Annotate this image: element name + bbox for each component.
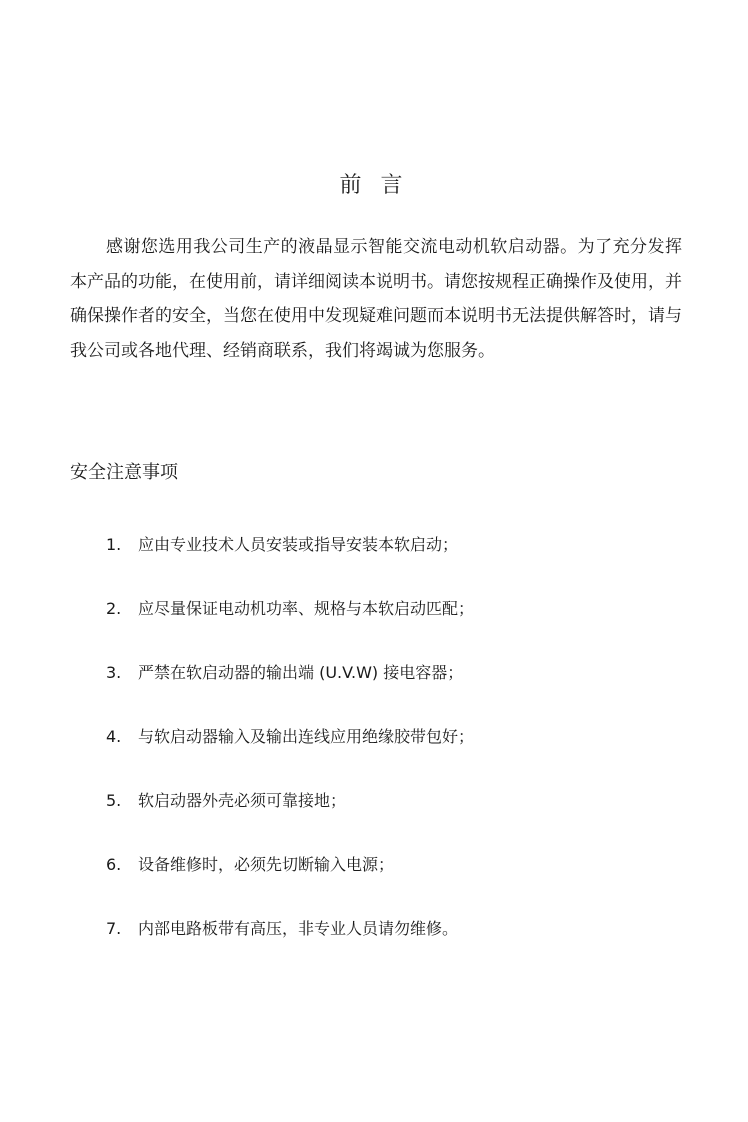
list-item-number: 1. — [106, 535, 122, 554]
list-item-number: 3. — [106, 663, 122, 682]
list-item — [106, 594, 706, 624]
intro-paragraph: 感谢您选用我公司生产的液晶显示智能交流电动机软启动器。为了充分发挥本产品的功能，在使用前，请详细阅读本说明书。请您按规程正确操作及使用，并确保操作者的安全，当您在使用中发现疑难问题而本说明书无法提供解答时，请与我公司或各地代理、经销商联系，我们将竭诚为您服务。 — [70, 237, 682, 361]
list-item-text: 应由专业技术人员安装或指导安装本软启动； — [138, 535, 459, 554]
list-item-number: 5. — [106, 791, 122, 810]
list-item — [106, 722, 706, 752]
section-heading-safety: 安全注意事项 — [70, 462, 178, 483]
list-item — [106, 914, 706, 944]
list-item-text: 应尽量保证电动机功率、规格与本软启动匹配； — [138, 599, 475, 618]
list-item — [106, 658, 706, 688]
list-item-text: 设备维修时，必须先切断输入电源； — [138, 855, 395, 874]
list-item-number: 4. — [106, 727, 122, 746]
list-item — [106, 850, 706, 880]
list-item-number: 2. — [106, 599, 122, 618]
list-item — [106, 530, 706, 560]
list-item — [106, 786, 706, 816]
page-title: 前 言 — [339, 173, 409, 198]
list-item-text: 与软启动器输入及输出连线应用绝缘胶带包好； — [138, 727, 475, 746]
list-item-number: 6. — [106, 855, 122, 874]
list-item-text: 严禁在软启动器的输出端 (U.V.W) 接电容器； — [138, 663, 464, 682]
list-item-text: 内部电路板带有高压，非专业人员请勿维修。 — [138, 919, 459, 938]
list-item-number: 7. — [106, 919, 122, 938]
list-item-text: 软启动器外壳必须可靠接地； — [138, 791, 347, 810]
